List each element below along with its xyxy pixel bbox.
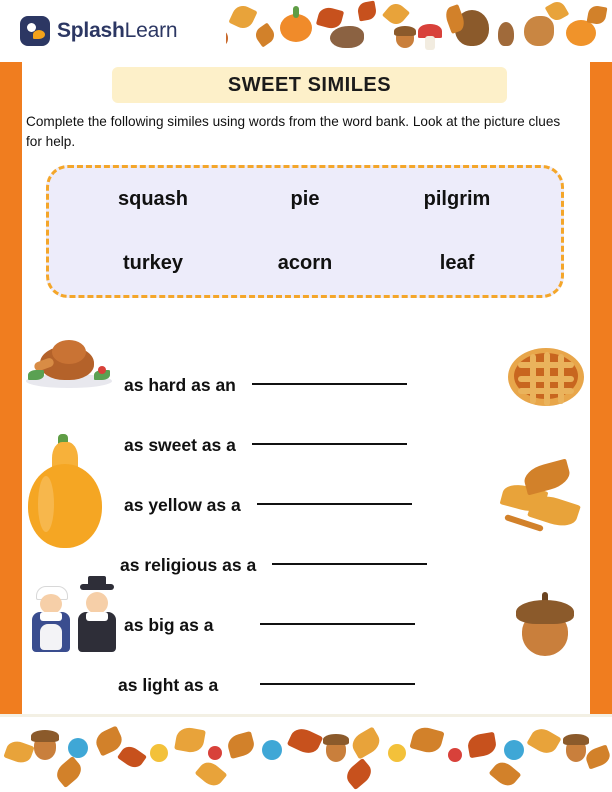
berry-decor-icon — [448, 748, 462, 762]
leaf-decor-icon — [3, 738, 34, 766]
simile-prompt: as big as a — [124, 614, 214, 635]
answer-blank[interactable] — [260, 622, 415, 625]
answer-blank[interactable] — [252, 442, 407, 445]
hedgehog-decor-icon — [330, 26, 364, 48]
answer-blank[interactable] — [260, 682, 415, 685]
word-bank-word[interactable]: turkey — [122, 251, 184, 274]
strip-divider — [0, 714, 612, 717]
leaf-decor-icon — [584, 744, 612, 769]
frame-right-bar — [590, 0, 612, 792]
acorn-cap-decor-icon — [323, 734, 349, 745]
flower-decor-icon — [262, 740, 282, 760]
top-decorative-banner — [0, 0, 612, 62]
flower-decor-icon — [504, 740, 524, 760]
flower-decor-icon — [388, 744, 406, 762]
mushroom-stem-icon — [425, 36, 435, 50]
answer-blank[interactable] — [257, 502, 412, 505]
simile-row — [118, 660, 415, 710]
simile-prompt: as light as a — [118, 674, 219, 695]
simile-prompt: as religious as a — [120, 554, 257, 575]
frame-left-bar — [0, 0, 22, 792]
word-bank-word[interactable]: squash — [117, 188, 189, 211]
leaf-decor-icon — [117, 743, 147, 772]
simile-prompt: as hard as an — [124, 374, 236, 395]
pinecone-decor-icon — [498, 22, 514, 46]
leaf-decor-icon — [174, 726, 206, 754]
word-bank-row — [49, 232, 561, 296]
simile-row — [124, 600, 415, 650]
berry-decor-icon — [208, 746, 222, 760]
leaf-decor-icon — [343, 758, 376, 790]
similes-list — [26, 330, 586, 710]
simile-row — [124, 360, 407, 410]
bottom-decorative-border — [0, 714, 612, 792]
word-bank-word[interactable]: pie — [290, 188, 320, 211]
simile-prompt: as sweet as a — [124, 434, 236, 455]
word-bank — [46, 165, 564, 298]
answer-blank[interactable] — [272, 562, 427, 565]
acorn-cap-decor-icon — [563, 734, 589, 745]
simile-row — [120, 540, 427, 590]
word-bank-row — [49, 168, 561, 232]
leaf-decor-icon — [226, 731, 257, 759]
leaf-decor-icon — [195, 758, 228, 790]
pumpkin-decor-icon — [566, 20, 596, 46]
simile-row — [124, 480, 412, 530]
pumpkin-decor-icon — [280, 14, 312, 42]
flower-decor-icon — [150, 744, 168, 762]
instructions-text: Complete the following similes using words from the word bank. Look at the picture clues for help. — [26, 114, 561, 149]
answer-blank[interactable] — [252, 382, 407, 385]
page-title: SWEET SIMILES — [227, 73, 392, 96]
leaf-decor-icon — [526, 724, 561, 757]
leaf-decor-icon — [287, 725, 323, 758]
squirrel-decor-icon — [524, 16, 554, 46]
brand-name — [57, 19, 177, 43]
leaf-decor-icon — [53, 756, 86, 788]
simile-row — [124, 420, 407, 470]
word-bank-word[interactable]: leaf — [439, 251, 475, 274]
brand-name-light: Learn — [124, 19, 178, 42]
flower-decor-icon — [68, 738, 88, 758]
brand-name-bold: Splash — [57, 19, 125, 42]
word-bank-word[interactable]: acorn — [277, 251, 333, 274]
simile-prompt: as yellow as a — [124, 494, 241, 515]
acorn-cap-decor-icon — [394, 26, 416, 36]
leaf-decor-icon — [489, 758, 522, 790]
pumpkin-stem-icon — [293, 6, 299, 18]
brand-logo[interactable] — [20, 10, 226, 52]
leaf-decor-icon — [466, 732, 497, 759]
acorn-cap-decor-icon — [31, 730, 59, 742]
worksheet-title-box — [112, 67, 507, 103]
splashlearn-logo-icon — [20, 16, 50, 46]
word-bank-word[interactable]: pilgrim — [423, 188, 491, 211]
leaf-decor-icon — [409, 725, 444, 756]
leaf-decor-icon — [348, 726, 383, 759]
